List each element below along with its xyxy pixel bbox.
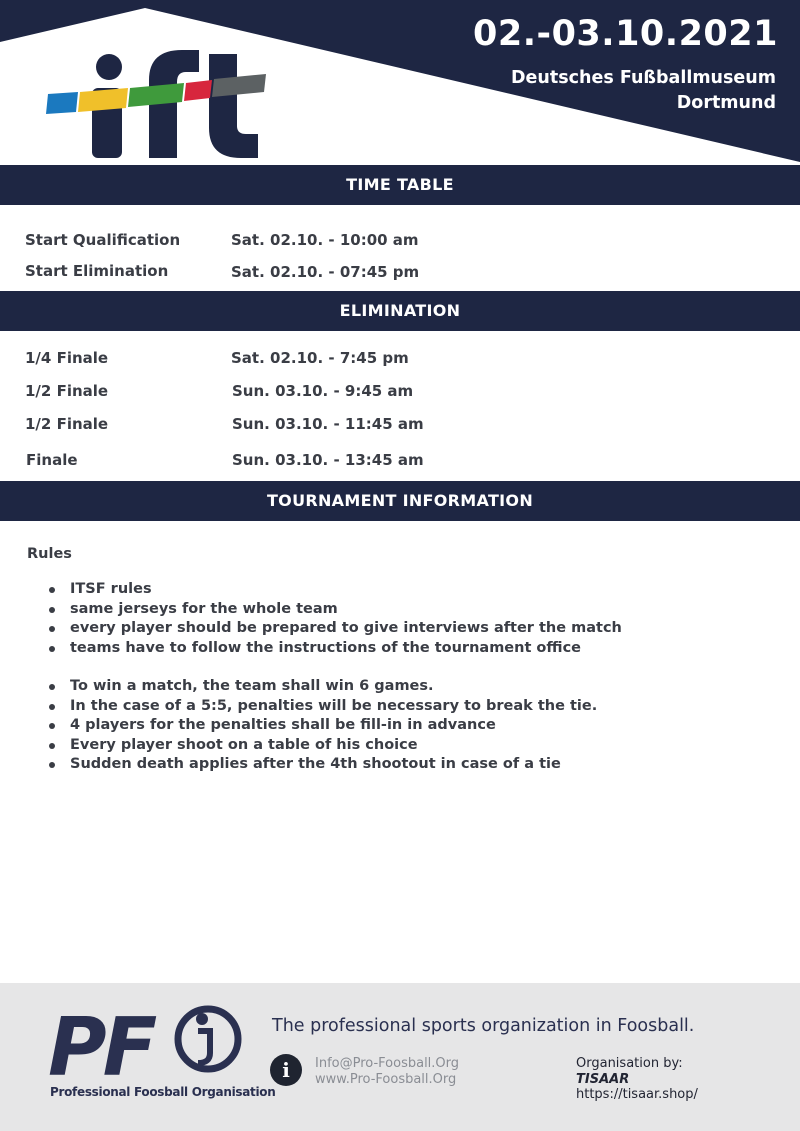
footer-tagline: The professional sports organization in Foosball. (272, 1016, 695, 1036)
rule-item: Sudden death applies after the 4th shootout in case of a tie (48, 755, 597, 775)
page-footer (0, 983, 800, 1131)
organiser-name: TISAAR (576, 1071, 630, 1087)
organiser-url[interactable]: https://tisaar.shop/ (576, 1087, 698, 1102)
contact-block (315, 1056, 459, 1088)
elimination-value: Sat. 02.10. - 7:45 pm (231, 349, 409, 367)
rule-item: ITSF rules (48, 580, 622, 600)
rules-title: Rules (27, 546, 72, 562)
elimination-value: Sun. 03.10. - 13:45 am (232, 451, 424, 469)
venue-city: Dortmund (676, 93, 776, 113)
elimination-label: 1/2 Finale (25, 382, 109, 400)
rule-item: In the case of a 5:5, penalties will be necessary to break the tie. (48, 697, 597, 717)
elimination-value: Sun. 03.10. - 11:45 am (232, 415, 424, 433)
rules-list-general (48, 580, 622, 658)
time-table-label: Start Elimination (25, 262, 169, 280)
rule-item: 4 players for the penalties shall be fill-in in advance (48, 716, 597, 736)
time-table-label: Start Qualification (25, 231, 181, 249)
venue-name: Deutsches Fußballmuseum (511, 68, 776, 88)
contact-website[interactable]: www.Pro-Foosball.Org (315, 1072, 457, 1087)
pfo-caption: Professional Foosball Organisation (50, 1085, 276, 1099)
elimination-value: Sun. 03.10. - 9:45 am (232, 382, 414, 400)
time-table-value: Sat. 02.10. - 07:45 pm (231, 263, 420, 281)
elimination-label: Finale (26, 451, 78, 469)
time-table-heading: TIME TABLE (0, 165, 800, 205)
ift-logo (44, 46, 274, 165)
organiser-block (576, 1056, 698, 1103)
rule-item: To win a match, the team shall win 6 games. (48, 677, 597, 697)
organiser-label: Organisation by: (576, 1056, 683, 1071)
rule-item: teams have to follow the instructions of the tournament office (48, 639, 622, 659)
event-date: 02.-03.10.2021 (473, 14, 778, 54)
elimination-label: 1/2 Finale (25, 415, 109, 433)
elimination-label: 1/4 Finale (25, 349, 109, 367)
page-header (0, 0, 800, 165)
info-icon: i (270, 1054, 302, 1086)
elimination-heading: ELIMINATION (0, 291, 800, 331)
rule-item: same jerseys for the whole team (48, 600, 622, 620)
rule-item: Every player shoot on a table of his choice (48, 736, 597, 756)
tournament-info-heading: TOURNAMENT INFORMATION (0, 481, 800, 521)
rules-list-match (48, 677, 597, 775)
time-table-value: Sat. 02.10. - 10:00 am (231, 231, 419, 249)
pfo-logo (48, 997, 248, 1089)
rule-item: every player should be prepared to give interviews after the match (48, 619, 622, 639)
event-venue (511, 66, 776, 116)
contact-email[interactable]: Info@Pro-Foosball.Org (315, 1056, 460, 1071)
pfo-logo-lettering: PF (48, 1001, 154, 1085)
